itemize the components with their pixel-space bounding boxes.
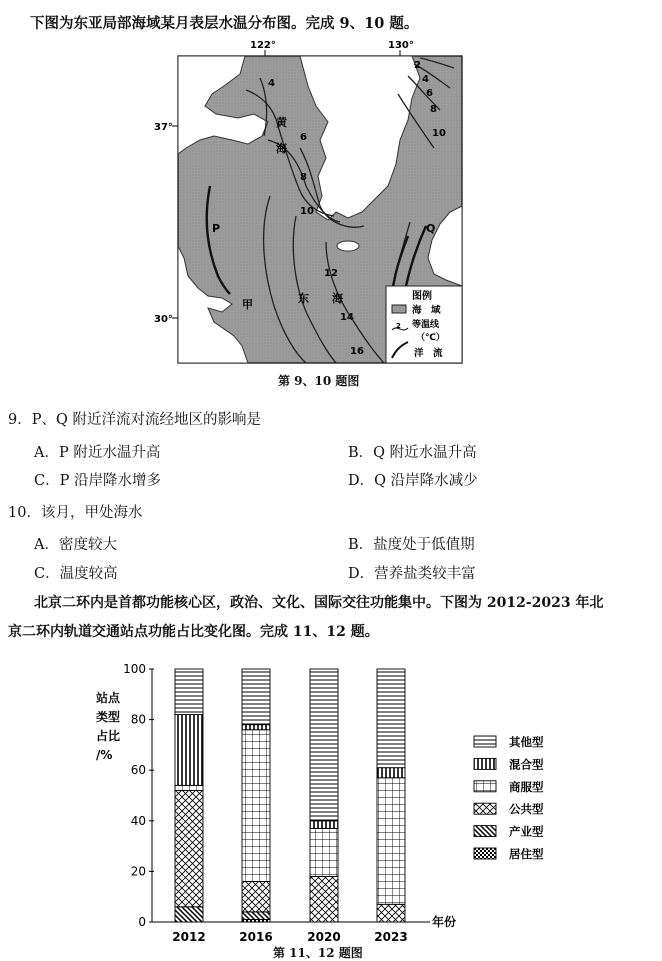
question-10-option-a[interactable]: A．密度较大 (34, 537, 117, 553)
legend-isotherm: 等温线 (412, 320, 440, 330)
isotherm-label-4-ys: 4 (268, 78, 275, 89)
bar-segment (310, 828, 338, 876)
y-tick-label: 20 (130, 864, 146, 879)
lat-label-30: 30° (154, 314, 173, 325)
legend-title: 图例 (412, 291, 432, 302)
map-legend (386, 286, 462, 363)
question-9-stem: 9．P、Q 附近洋流对流经地区的影响是 (8, 412, 261, 428)
bar-segment (377, 669, 405, 768)
legend-swatch (474, 736, 496, 747)
bar-segment (175, 907, 203, 922)
bar-segment (377, 768, 405, 778)
legend-label: 其他型 (509, 735, 544, 749)
bar-segment (377, 904, 405, 922)
legend-label: 商服型 (509, 779, 544, 794)
intro-text-2-line1: 北京二环内是首都功能核心区，政治、文化、国际交往功能集中。下图为 2012-2023 年北 (34, 595, 604, 611)
bar-segment (242, 730, 270, 882)
station-function-chart (0, 650, 662, 961)
question-9-option-d[interactable]: D．Q 沿岸降水减少 (348, 473, 478, 489)
label-location-jia: 甲 (242, 298, 253, 311)
bar-segment (242, 882, 270, 912)
y-tick-label: 40 (130, 813, 146, 828)
bar-segment (377, 778, 405, 905)
isotherm-label-14: 14 (340, 312, 354, 323)
question-10-option-b[interactable]: B．盐度处于低值期 (348, 537, 475, 553)
chart-caption: 第 11、12 题图 (273, 946, 363, 960)
y-tick-label: 80 (130, 712, 146, 727)
label-current-q: Q (426, 222, 436, 235)
legend-unit: （℃） (416, 333, 445, 343)
legend-swatch (474, 803, 496, 814)
legend-swatch (474, 758, 496, 769)
x-tick-label: 2016 (239, 930, 273, 944)
isotherm-label-16: 16 (350, 346, 364, 357)
legend-sample-value: 2 (396, 322, 401, 330)
y-axis-label: 类型 (96, 710, 121, 724)
legend-swatch (474, 781, 496, 792)
land-jeju (337, 241, 359, 251)
lon-label-130: 130° (388, 40, 414, 51)
bar-segment (242, 669, 270, 725)
x-tick-label: 2020 (307, 930, 341, 944)
question-10-option-d[interactable]: D．营养盐类较丰富 (348, 566, 476, 582)
legend-label: 产业型 (509, 824, 544, 839)
question-10-stem: 10．该月，甲处海水 (8, 505, 143, 521)
bar-segment (175, 790, 203, 906)
isotherm-label-6-ys: 6 (300, 132, 307, 143)
bar-segment (310, 821, 338, 829)
isotherm-label-4-ne: 4 (422, 74, 429, 85)
x-tick-label: 2012 (172, 930, 206, 944)
bar-segment (310, 669, 338, 821)
y-axis-label: 占比 (96, 729, 121, 743)
y-tick-label: 0 (138, 915, 146, 929)
x-tick-label: 2023 (374, 930, 408, 944)
isotherm-label-6-ne: 6 (426, 88, 433, 99)
map-caption: 第 9、10 题图 (278, 374, 360, 388)
bar-segment (175, 715, 203, 786)
bar-segment (175, 785, 203, 790)
isotherm-label-8-ne: 8 (430, 104, 437, 115)
legend-label: 公共型 (509, 802, 544, 817)
legend-swatch (474, 826, 496, 837)
question-9-option-b[interactable]: B．Q 附近水温升高 (348, 445, 477, 461)
isotherm-label-10-ne: 10 (432, 128, 446, 139)
bar-segment (242, 912, 270, 920)
y-tick-label: 60 (130, 763, 146, 778)
label-yellow-sea-1: 黄 (276, 116, 287, 129)
question-9-option-c[interactable]: C．P 沿岸降水增多 (34, 473, 161, 489)
legend-current: 洋 流 (414, 348, 443, 359)
isotherm-label-10-ys: 10 (300, 206, 314, 217)
legend-label: 居住型 (509, 847, 544, 861)
intro-text-2-line2: 京二环内轨道交通站点功能占比变化图。完成 11、12 题。 (8, 624, 379, 640)
question-10-option-c[interactable]: C．温度较高 (34, 566, 118, 582)
sea-temperature-map (150, 36, 480, 371)
legend-sea: 海 域 (412, 305, 441, 316)
intro-text-1: 下图为东亚局部海域某月表层水温分布图。完成 9、10 题。 (30, 15, 419, 32)
bar-segment (175, 669, 203, 715)
label-east-sea-2: 海 (332, 292, 343, 305)
label-current-p: P (212, 222, 221, 235)
x-axis-label: 年份 (432, 915, 457, 929)
legend-swatch (474, 848, 496, 859)
y-axis-label: /% (96, 748, 113, 762)
label-east-sea-1: 东 (298, 292, 309, 305)
question-9-option-a[interactable]: A．P 附近水温升高 (34, 445, 161, 461)
lat-label-37: 37° (154, 122, 173, 133)
isotherm-label-8-ys: 8 (300, 172, 307, 183)
y-axis-label: 站点 (96, 691, 121, 705)
y-tick-label: 100 (123, 662, 146, 676)
isotherm-label-2-ne: 2 (414, 60, 421, 71)
bar-segment (310, 876, 338, 922)
label-yellow-sea-2: 海 (276, 142, 287, 155)
bar-segment (242, 725, 270, 730)
isotherm-label-12: 12 (324, 268, 338, 279)
legend-label: 混合型 (509, 757, 544, 772)
lon-label-122: 122° (250, 40, 276, 51)
